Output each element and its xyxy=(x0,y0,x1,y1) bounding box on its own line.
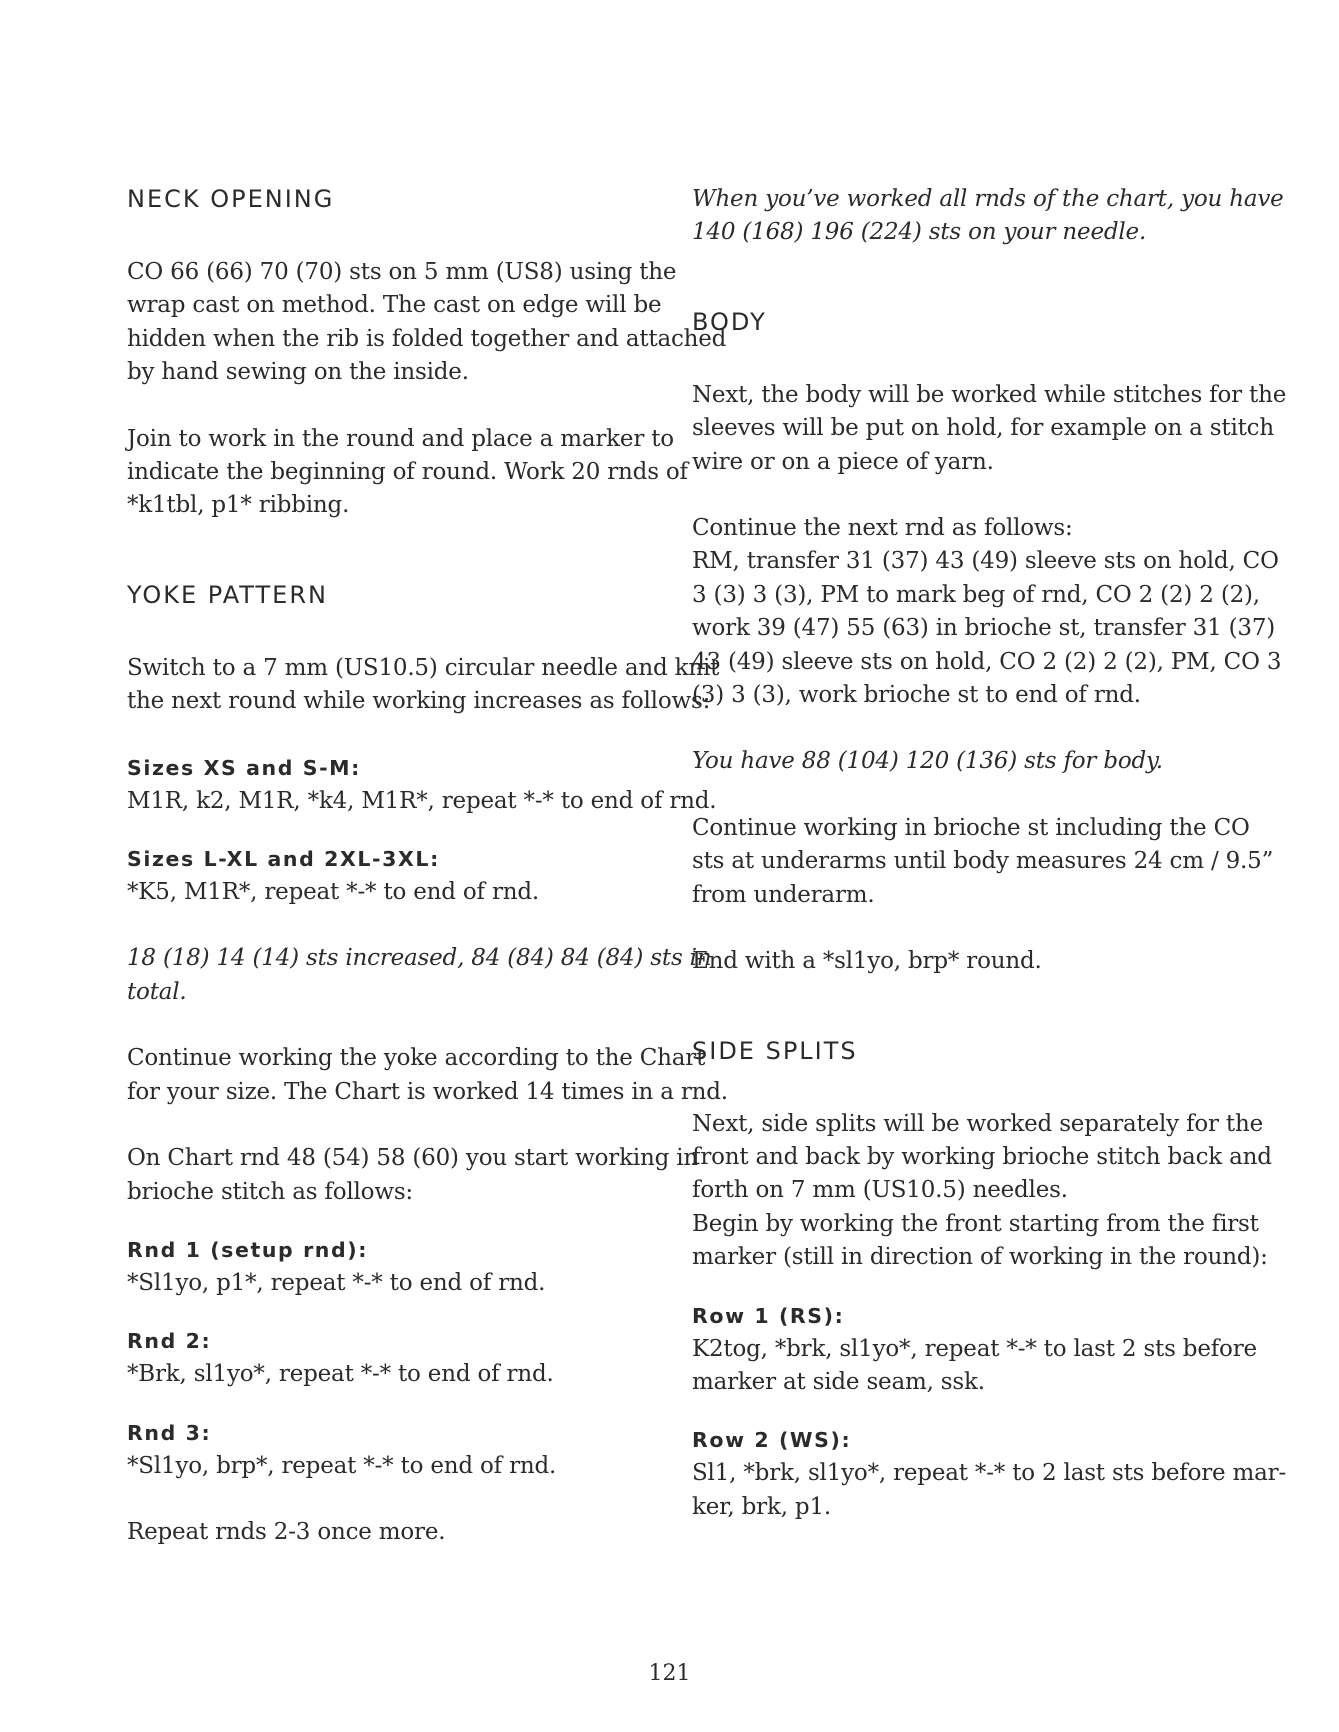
body-heading: BODY xyxy=(692,307,767,336)
text-line: marker (still in direction of working in the round): xyxy=(692,1244,1268,1271)
text-line: K2tog, *brk, sl1yo*, repeat *-* to last 2 sts before xyxy=(692,1335,1257,1362)
sizes-lxl-label: Sizes L-XL and 2XL-3XL: xyxy=(127,847,440,872)
text-line: front and back by working brioche stitch back and xyxy=(692,1143,1272,1170)
sizes-xs-sm-instruction xyxy=(127,752,717,818)
text-line: Continue working in brioche st including the CO xyxy=(692,814,1250,841)
body-paragraph-3 xyxy=(692,812,1274,912)
text-line: sleeves will be put on hold, for example on a stitch xyxy=(692,415,1274,442)
page-number: 121 xyxy=(648,1661,691,1686)
text-line: Continue the next rnd as follows: xyxy=(692,515,1073,542)
round-3-text: *Sl1yo, brp*, repeat *-* to end of rnd. xyxy=(127,1452,557,1479)
yoke-pattern-heading: YOKE PATTERN xyxy=(127,580,328,609)
text-line: Next, side splits will be worked separately for the xyxy=(692,1110,1263,1137)
text-line: 3 (3) 3 (3), PM to mark beg of rnd, CO 2 (2) 2 (2), xyxy=(692,581,1260,608)
text-line: End with a *sl1yo, brp* round. xyxy=(692,948,1042,975)
text-line: 43 (49) sleeve sts on hold, CO 2 (2) 2 (2), PM, CO 3 xyxy=(692,648,1282,675)
chart-complete-note xyxy=(692,183,1284,250)
text-line: hidden when the rib is folded together and attached xyxy=(127,325,727,352)
repeat-instruction: Repeat rnds 2-3 once more. xyxy=(127,1519,446,1546)
left-column xyxy=(127,183,728,1583)
round-3-instruction xyxy=(127,1417,647,1483)
increase-note xyxy=(127,942,712,1009)
text-line: Continue working the yoke according to the Chart xyxy=(127,1045,706,1072)
right-column xyxy=(692,183,1287,1549)
sizes-xs-sm-label: Sizes XS and S-M: xyxy=(127,755,361,780)
round-2-label: Rnd 2: xyxy=(127,1329,212,1354)
sizes-lxl-text: *K5, M1R*, repeat *-* to end of rnd. xyxy=(127,879,540,906)
text-line: On Chart rnd 48 (54) 58 (60) you start working in xyxy=(127,1145,699,1172)
text-line: You have 88 (104) 120 (136) sts for body. xyxy=(692,748,1163,775)
text-line: Sl1, *brk, sl1yo*, repeat *-* to 2 last sts before mar- xyxy=(692,1460,1287,1487)
round-1-text: *Sl1yo, p1*, repeat *-* to end of rnd. xyxy=(127,1269,546,1296)
text-line: brioche stitch as follows: xyxy=(127,1178,413,1205)
text-line: the next round while working increases as follows: xyxy=(127,688,711,715)
side-splits-heading: SIDE SPLITS xyxy=(692,1036,858,1065)
side-splits-paragraph xyxy=(692,1108,1272,1275)
text-line: forth on 7 mm (US10.5) needles. xyxy=(692,1177,1068,1204)
neck-opening-heading: NECK OPENING xyxy=(127,185,335,213)
text-line: from underarm. xyxy=(692,881,875,908)
text-line: indicate the beginning of round. Work 20 rnds of xyxy=(127,459,688,486)
sizes-xs-sm-text: M1R, k2, M1R, *k4, M1R*, repeat *-* to end of rnd. xyxy=(127,787,717,814)
text-line: wrap cast on method. The cast on edge will be xyxy=(127,292,662,319)
text-line: total. xyxy=(127,978,187,1005)
text-line: 140 (168) 196 (224) sts on your needle. xyxy=(692,219,1147,246)
neck-opening-paragraph-1 xyxy=(127,256,727,390)
row-2-label: Row 2 (WS): xyxy=(692,1428,852,1453)
yoke-paragraph-1 xyxy=(127,652,720,719)
text-line: *k1tbl, p1* ribbing. xyxy=(127,492,350,519)
row-1-instruction xyxy=(692,1300,1257,1400)
text-line: Join to work in the round and place a marker to xyxy=(127,425,674,452)
row-2-instruction xyxy=(692,1424,1287,1524)
text-line: wire or on a piece of yarn. xyxy=(692,448,994,475)
round-3-label: Rnd 3: xyxy=(127,1420,212,1445)
text-line: by hand sewing on the inside. xyxy=(127,359,469,386)
text-line: Begin by working the front starting from the first xyxy=(692,1210,1259,1237)
text-line: marker at side seam, ssk. xyxy=(692,1368,985,1395)
body-paragraph-2 xyxy=(692,512,1282,712)
text-line: for your size. The Chart is worked 14 times in a rnd. xyxy=(127,1078,728,1105)
body-paragraph-4 xyxy=(692,945,1222,978)
text-line: ker, brk, p1. xyxy=(692,1493,831,1520)
body-paragraph-1 xyxy=(692,379,1287,479)
yoke-paragraph-2 xyxy=(127,1042,728,1109)
text-line: work 39 (47) 55 (63) in brioche st, transfer 31 (37) xyxy=(692,615,1276,642)
sizes-lxl-instruction xyxy=(127,843,647,909)
neck-opening-paragraph-2 xyxy=(127,423,688,523)
yoke-paragraph-3 xyxy=(127,1142,699,1209)
text-line: CO 66 (66) 70 (70) sts on 5 mm (US8) using the xyxy=(127,259,677,285)
round-1-instruction xyxy=(127,1234,647,1300)
text-line: Switch to a 7 mm (US10.5) circular needle and knit xyxy=(127,654,720,681)
text-line: (3) 3 (3), work brioche st to end of rnd. xyxy=(692,682,1141,709)
text-line: When you’ve worked all rnds of the chart, you have xyxy=(692,186,1284,212)
round-2-instruction xyxy=(127,1325,647,1391)
text-line: RM, transfer 31 (37) 43 (49) sleeve sts on hold, CO xyxy=(692,548,1279,575)
round-2-text: *Brk, sl1yo*, repeat *-* to end of rnd. xyxy=(127,1361,554,1388)
text-line: 18 (18) 14 (14) sts increased, 84 (84) 84 (84) sts in xyxy=(127,945,712,972)
text-line: Next, the body will be worked while stitches for the xyxy=(692,381,1287,408)
row-1-label: Row 1 (RS): xyxy=(692,1303,845,1328)
text-line: sts at underarms until body measures 24 cm / 9.5” xyxy=(692,848,1274,875)
body-stitch-count-note xyxy=(692,745,1222,778)
round-1-label: Rnd 1 (setup rnd): xyxy=(127,1237,369,1262)
